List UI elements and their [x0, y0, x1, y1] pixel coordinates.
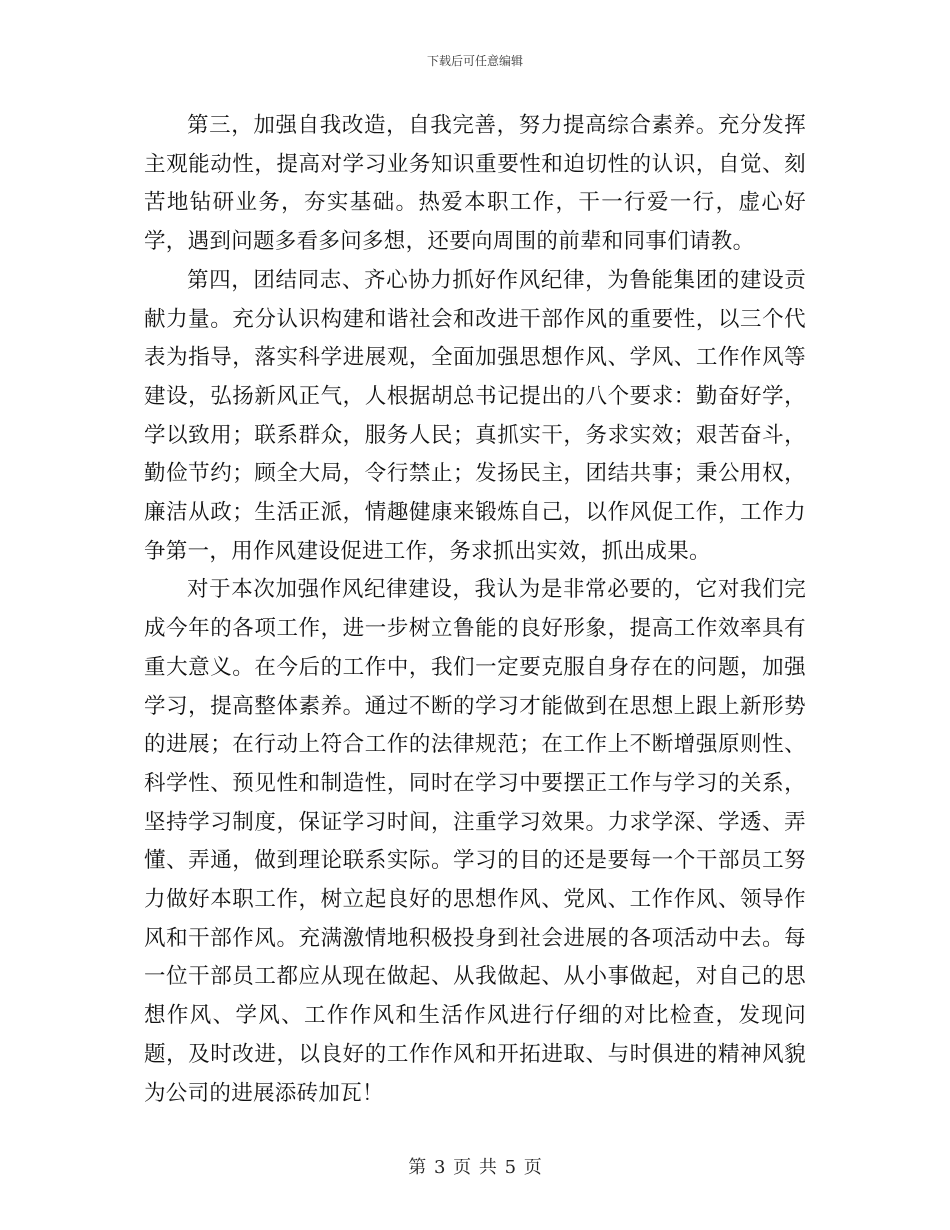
page-number-footer: 第 3 页 共 5 页: [408, 1157, 542, 1178]
paragraph-third-point: 第三，加强自我改造，自我完善，努力提高综合素养。充分发挥主观能动性，提高对学习业务知识重要性和迫切性的认识，自觉、刻苦地钻研业务，夯实基础。热爱本职工作，干一行爱一行，虚心好学，遇到问题多看多问多想，还要向周围的前辈和同事们请教。: [144, 113, 806, 255]
page-header: 下载后可任意编辑: [426, 54, 523, 68]
paragraph-conclusion: 对于本次加强作风纪律建设，我认为是非常必要的，它对我们完成今年的各项工作，进一步树立鲁能的良好形象，提高工作效率具有重大意义。在今后的工作中，我们一定要克服自身存在的问题，加强学习，提高整体素养。通过不断的学习才能做到在思想上跟上新形势的进展；在行动上符合工作的法律规范；在工作上不断增强原则性、科学性、预见性和制造性，同时在学习中要摆正工作与学习的关系，坚持学习制度，保证学习时间，注重学习效果。力求学深、学透、弄懂、弄通，做到理论联系实际。学习的目的还是要每一个干部员工努力做好本职工作，树立起良好的思想作风、党风、工作作风、领导作风和干部作风。充满激情地积极投身到社会进展的各项活动中去。每一位干部员工都应从现在做起、从我做起、从小事做起，对自己的思想作风、学风、工作作风和生活作风进行仔细的对比检查，发现问题，及时改进，以良好的工作作风和开拓进取、与时俱进的精神风貌为公司的进展添砖加瓦！: [144, 577, 806, 1106]
document-body: [144, 107, 806, 1113]
paragraph-fourth-point: 第四，团结同志、齐心协力抓好作风纪律，为鲁能集团的建设贡献力量。充分认识构建和谐社会和改进干部作风的重要性，以三个代表为指导，落实科学进展观，全面加强思想作风、学风、工作作风等建设，弘扬新风正气，人根据胡总书记提出的八个要求：勤奋好学，学以致用；联系群众，服务人民；真抓实干，务求实效；艰苦奋斗，勤俭节约；顾全大局，令行禁止；发扬民主，团结共事；秉公用权，廉洁从政；生活正派，情趣健康来锻炼自己，以作风促工作，工作力争第一，用作风建设促进工作，务求抓出实效，抓出成果。: [144, 267, 806, 564]
